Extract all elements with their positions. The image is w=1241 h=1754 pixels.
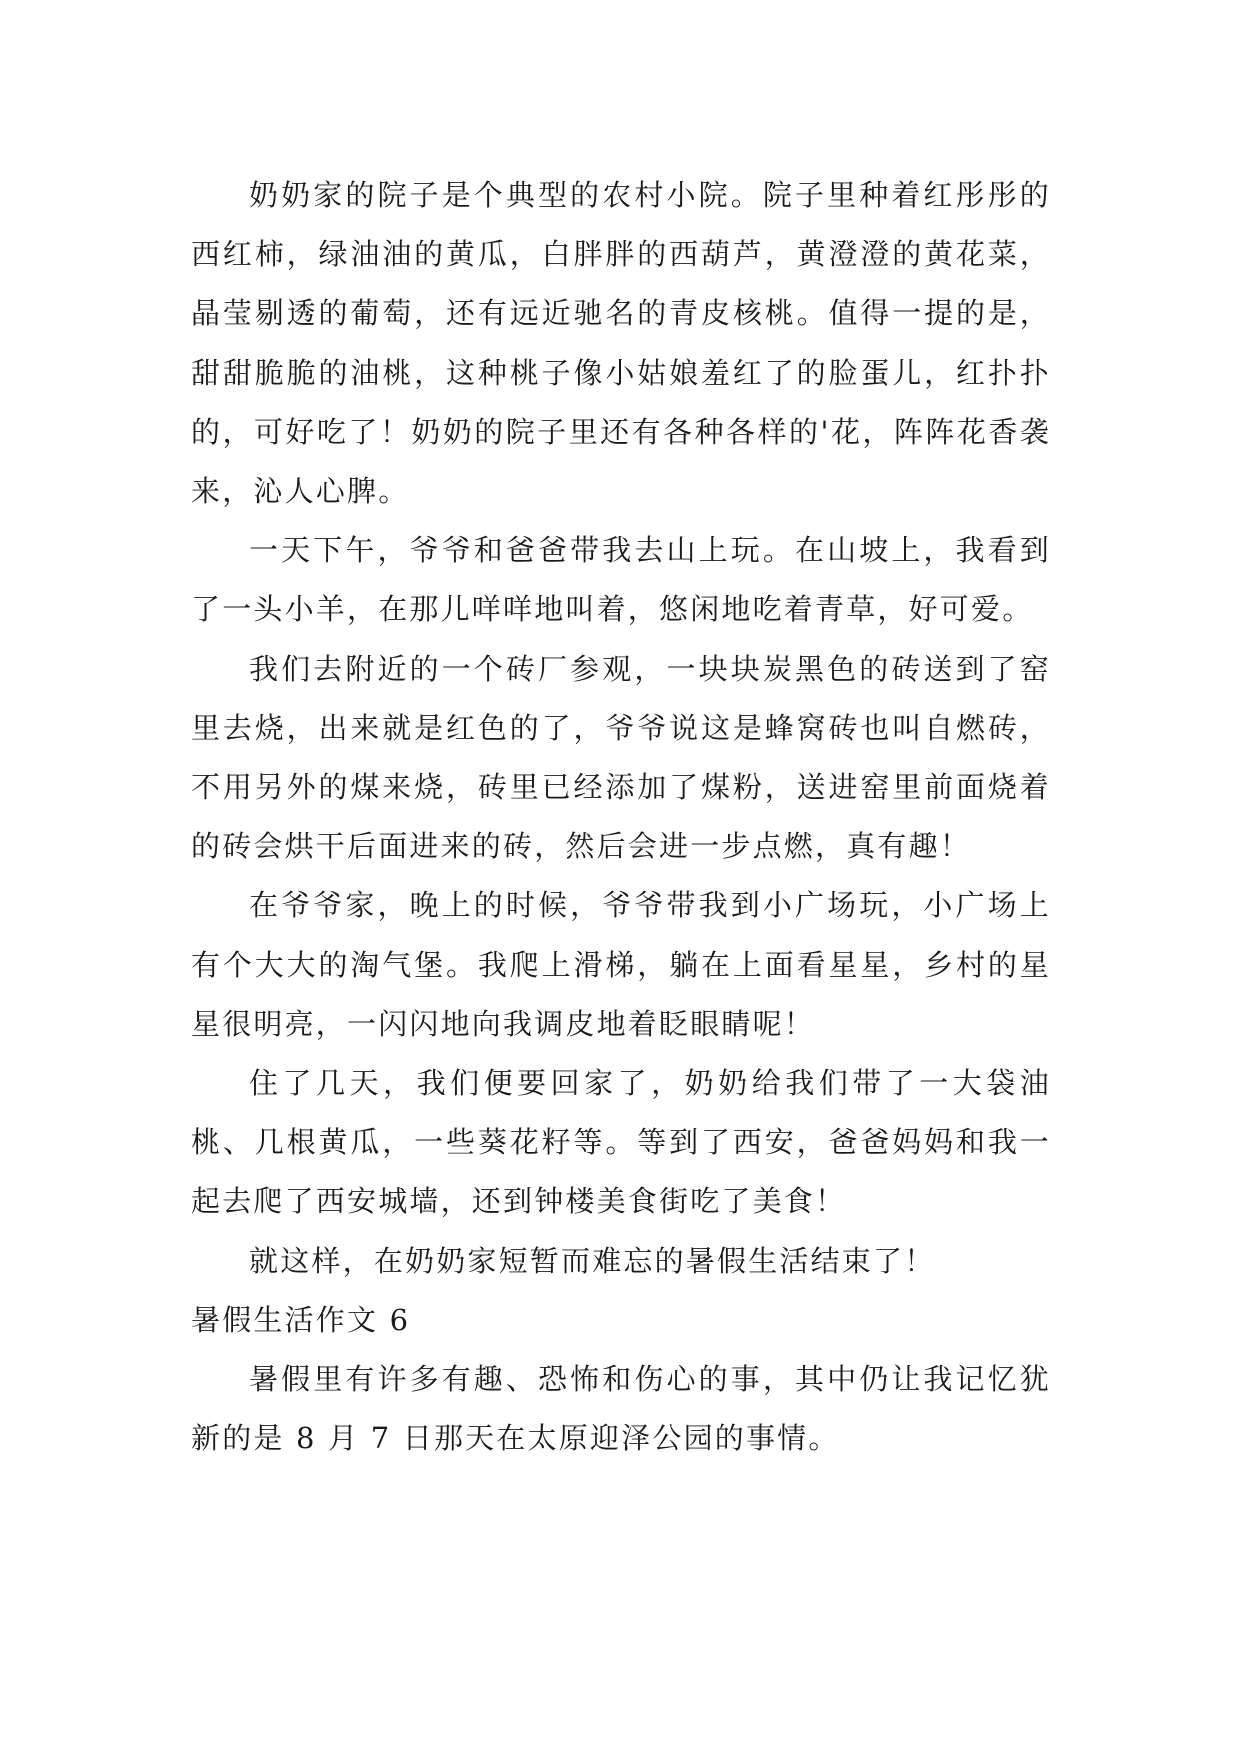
essay-heading: 暑假生活作文 6: [191, 1302, 411, 1337]
paragraph-square: 在爷爷家，晚上的时候，爷爷带我到小广场玩，小广场上有个大大的淘气堡。我爬上滑梯，躺在上面看星星，乡村的星星很明亮，一闪闪地向我调皮地着眨眼睛呢！: [191, 888, 1051, 1041]
document-body: [191, 166, 1051, 1468]
paragraph-going-home: 住了几天，我们便要回家了，奶奶给我们带了一大袋油桃、几根黄瓜，一些葵花籽等。等到了西安，爸爸妈妈和我一起去爬了西安城墙，还到钟楼美食街吃了美食！: [191, 1066, 1051, 1219]
paragraph-courtyard: 奶奶家的院子是个典型的农村小院。院子里种着红彤彤的西红柿，绿油油的黄瓜，白胖胖的西葫芦，黄澄澄的黄花菜，晶莹剔透的葡萄，还有远近驰名的青皮核桃。值得一提的是，甜甜脆脆的油桃，这种桃子像小姑娘羞红了的脸蛋儿，红扑扑的，可好吃了！奶奶的院子里还有各种各样的'花，阵阵花香袭来，沁人心脾。: [191, 178, 1051, 509]
paragraph-ending: 就这样，在奶奶家短暂而难忘的暑假生活结束了！: [249, 1243, 936, 1278]
paragraph-brick-factory: 我们去附近的一个砖厂参观，一块块炭黑色的砖送到了窑里去烧，出来就是红色的了，爷爷说这是蜂窝砖也叫自燃砖，不用另外的煤来烧，砖里已经添加了煤粉，送进窑里前面烧着的砖会烘干后面进来的砖，然后会进一步点燃，真有趣！: [191, 651, 1051, 864]
paragraph-mountain: 一天下午，爷爷和爸爸带我去山上玩。在山坡上，我看到了一头小羊，在那儿咩咩地叫着，悠闲地吃着青草，好可爱。: [191, 533, 1051, 627]
paragraph-essay6-intro: 暑假里有许多有趣、恐怖和伤心的事，其中仍让我记忆犹新的是 8 月 7 日那天在太原迎泽公园的事情。: [191, 1362, 1051, 1456]
